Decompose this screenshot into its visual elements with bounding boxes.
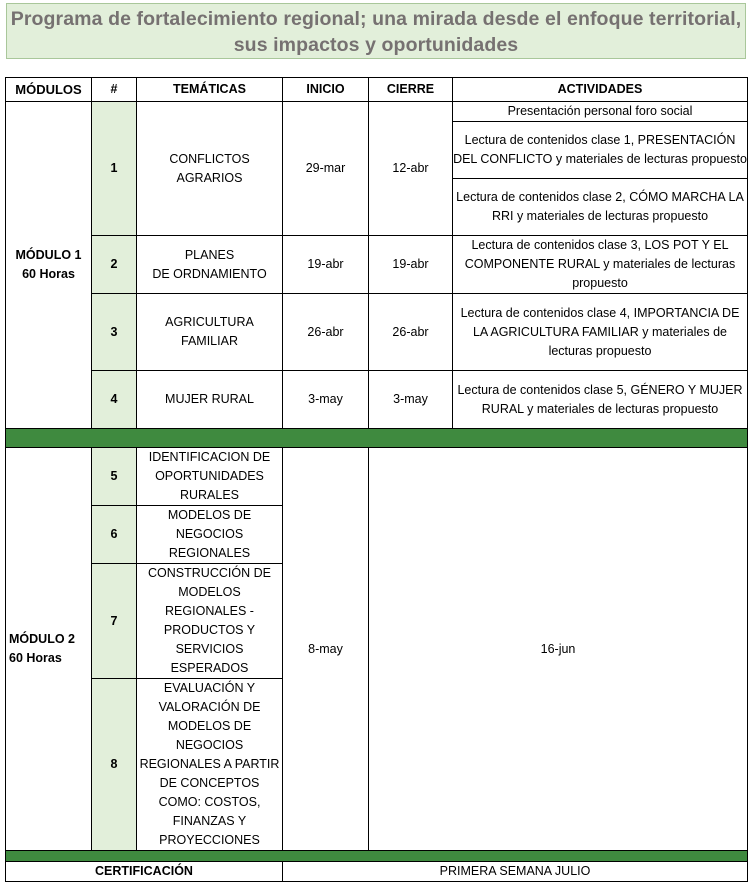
- cierre-cell: 26-abr: [369, 294, 453, 371]
- tematica-cell: PLANES DE ORDNAMIENTO: [137, 236, 283, 294]
- table-row: [6, 371, 748, 429]
- cierre-cell: 16-jun: [369, 448, 748, 851]
- activity-cell: Lectura de contenidos clase 1, PRESENTACIÓN DEL CONFLICTO y materiales de lecturas propuesto: [453, 122, 748, 179]
- inicio-cell: 3-may: [283, 371, 369, 429]
- table-row: [6, 102, 748, 122]
- inicio-cell: 26-abr: [283, 294, 369, 371]
- certification-label: CERTIFICACIÓN: [6, 862, 283, 882]
- tematica-cell: IDENTIFICACION DE OPORTUNIDADES RURALES: [137, 448, 283, 506]
- header-modulos: MÓDULOS: [6, 78, 92, 102]
- schedule-table: [5, 77, 748, 882]
- section-divider: [6, 429, 748, 448]
- activity-cell: Lectura de contenidos clase 4, IMPORTANCIA DE LA AGRICULTURA FAMILIAR y materiales de lecturas propuesto: [453, 294, 748, 371]
- table-row: [6, 236, 748, 294]
- inicio-cell: 8-may: [283, 448, 369, 851]
- module-1-hours: 60 Horas: [22, 267, 75, 281]
- row-number: 1: [92, 102, 137, 236]
- module-2-name: MÓDULO 2: [9, 632, 75, 646]
- page-title: Programa de fortalecimiento regional; una mirada desde el enfoque territorial, sus impactos y oportunidades: [6, 3, 746, 59]
- activity-cell: Lectura de contenidos clase 3, LOS POT Y EL COMPONENTE RURAL y materiales de lecturas propuesto: [453, 236, 748, 294]
- tematica-cell: AGRICULTURA FAMILIAR: [137, 294, 283, 371]
- activity-cell: Presentación personal foro social: [453, 102, 748, 122]
- tematica-cell: MUJER RURAL: [137, 371, 283, 429]
- certification-value: PRIMERA SEMANA JULIO: [283, 862, 748, 882]
- header-row: [6, 78, 748, 102]
- certification-row: [6, 862, 748, 882]
- row-number: 6: [92, 506, 137, 564]
- activity-cell: Lectura de contenidos clase 2, CÓMO MARCHA LA RRI y materiales de lecturas propuesto: [453, 179, 748, 236]
- separator-row: [6, 851, 748, 862]
- header-actividades: ACTIVIDADES: [453, 78, 748, 102]
- inicio-cell: 29-mar: [283, 102, 369, 236]
- header-cierre: CIERRE: [369, 78, 453, 102]
- row-number: 5: [92, 448, 137, 506]
- tematica-cell: CONSTRUCCIÓN DE MODELOS REGIONALES - PRODUCTOS Y SERVICIOS ESPERADOS: [137, 564, 283, 679]
- table-row: [6, 294, 748, 371]
- module-2-hours: 60 Horas: [9, 651, 62, 665]
- inicio-cell: 19-abr: [283, 236, 369, 294]
- row-number: 7: [92, 564, 137, 679]
- separator-row: [6, 429, 748, 448]
- cierre-cell: 19-abr: [369, 236, 453, 294]
- module-2-cell: [6, 448, 92, 851]
- table-row: [6, 448, 748, 506]
- tematica-cell: MODELOS DE NEGOCIOS REGIONALES: [137, 506, 283, 564]
- header-inicio: INICIO: [283, 78, 369, 102]
- row-number: 8: [92, 679, 137, 851]
- module-1-cell: [6, 102, 92, 429]
- cierre-cell: 12-abr: [369, 102, 453, 236]
- tematica-cell: EVALUACIÓN Y VALORACIÓN DE MODELOS DE NEGOCIOS REGIONALES A PARTIR DE CONCEPTOS COMO: COSTOS, FINANZAS Y PROYECCIONES: [137, 679, 283, 851]
- section-divider: [6, 851, 748, 862]
- row-number: 2: [92, 236, 137, 294]
- activity-cell: Lectura de contenidos clase 5, GÉNERO Y MUJER RURAL y materiales de lecturas propuesto: [453, 371, 748, 429]
- header-tematicas: TEMÁTICAS: [137, 78, 283, 102]
- row-number: 4: [92, 371, 137, 429]
- module-1-name: MÓDULO 1: [15, 248, 82, 262]
- row-number: 3: [92, 294, 137, 371]
- tematica-cell: CONFLICTOS AGRARIOS: [137, 102, 283, 236]
- cierre-cell: 3-may: [369, 371, 453, 429]
- header-num: #: [92, 78, 137, 102]
